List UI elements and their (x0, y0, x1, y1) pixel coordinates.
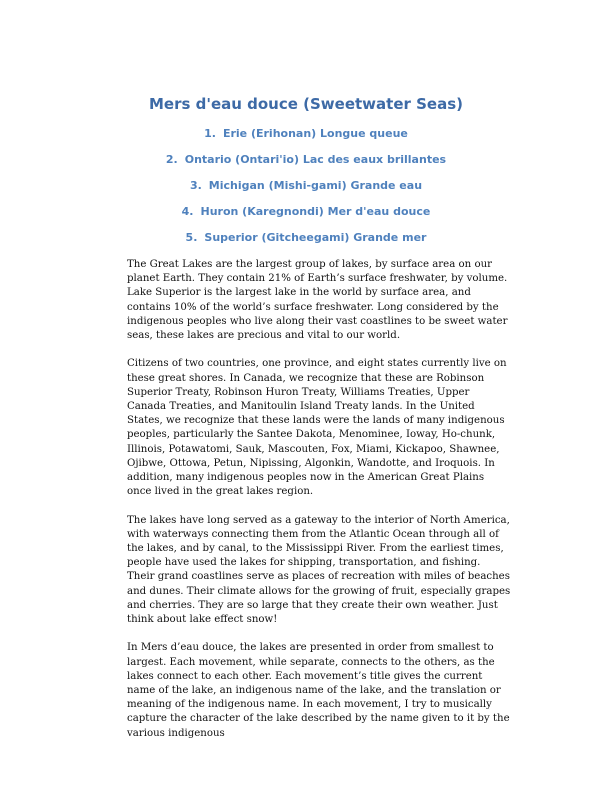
movement-title: Erie (Erihonan) Longue queue (222, 127, 408, 140)
movement-title: Huron (Karegnondi) Mer d'eau douce (200, 205, 431, 218)
movement-number: 1. (204, 127, 216, 140)
paragraph: The lakes have long served as a gateway to the interior of North America, with waterways connecting them from the Atlantic Ocean through all of the lakes, and by canal, to the Mississippi River. From the earliest times, people have used the lakes for shipping, transportation, and fishing. Their grand coastlines serve as places of recreation with miles of beaches and dunes. Their climate allows for the growing of fruit, especially grapes and cherries. They are so large that they create their own weather. Just think about lake effect snow! (127, 514, 511, 626)
movement-item (0, 179, 612, 205)
body-text (127, 258, 511, 755)
paragraph: In Mers d’eau douce, the lakes are presented in order from smallest to largest. Each movement, while separate, connects to the others, as the lakes connect to each other. Each movement’s title gives the current name of the lake, an indigenous name of the lake, and the translation or meaning of the indigenous name. In each movement, I try to musically capture the character of the lake described by the name given to it by the various indigenous (127, 642, 510, 739)
movement-number: 3. (189, 179, 202, 192)
movement-title: Ontario (Ontari'io) Lac des eaux brillantes (184, 153, 447, 166)
movement-list (0, 127, 612, 257)
movement-item (0, 231, 612, 257)
paragraph: Citizens of two countries, one province, and eight states currently live on these great shores. In Canada, we recognize that these are Robinson Superior Treaty, Robinson Huron Treaty, Williams Treaties, Upper Canada Treaties, and Manitoulin Island Treaty lands. In the United States, we recognize that these lands were the lands of many indigenous peoples, particularly the Santee Dakota, Menominee, Ioway, Ho-chunk, Illinois, Potawatomi, Sauk, Mascouten, Fox, Miami, Kickapoo, Shawnee, Ojibwe, Ottowa, Petun, Nipissing, Algonkin, Wandotte, and Iroquois. In addition, many indigenous peoples now in the American Great Plains once lived in the great lakes region. (127, 358, 507, 498)
movement-number: 5. (185, 231, 198, 244)
paragraph: The Great Lakes are the largest group of lakes, by surface area on our planet Earth. They contain 21% of Earth’s surface freshwater, by volume. Lake Superior is the largest lake in the world by surface area, and contains 10% of the world’s surface freshwater. Long considered by the indigenous peoples who live along their vast coastlines to be sweet water seas, these lakes are precious and vital to our world. (127, 259, 508, 342)
movement-number: 2. (165, 153, 178, 166)
movement-title: Michigan (Mishi-gami) Grande eau (208, 179, 423, 192)
movement-item (0, 205, 612, 231)
page-title: Mers d'eau douce (Sweetwater Seas) (148, 95, 464, 113)
movement-item (0, 153, 612, 179)
movement-number: 4. (181, 205, 194, 218)
movement-item (0, 127, 612, 153)
movement-title: Superior (Gitcheegami) Grande mer (204, 231, 427, 244)
